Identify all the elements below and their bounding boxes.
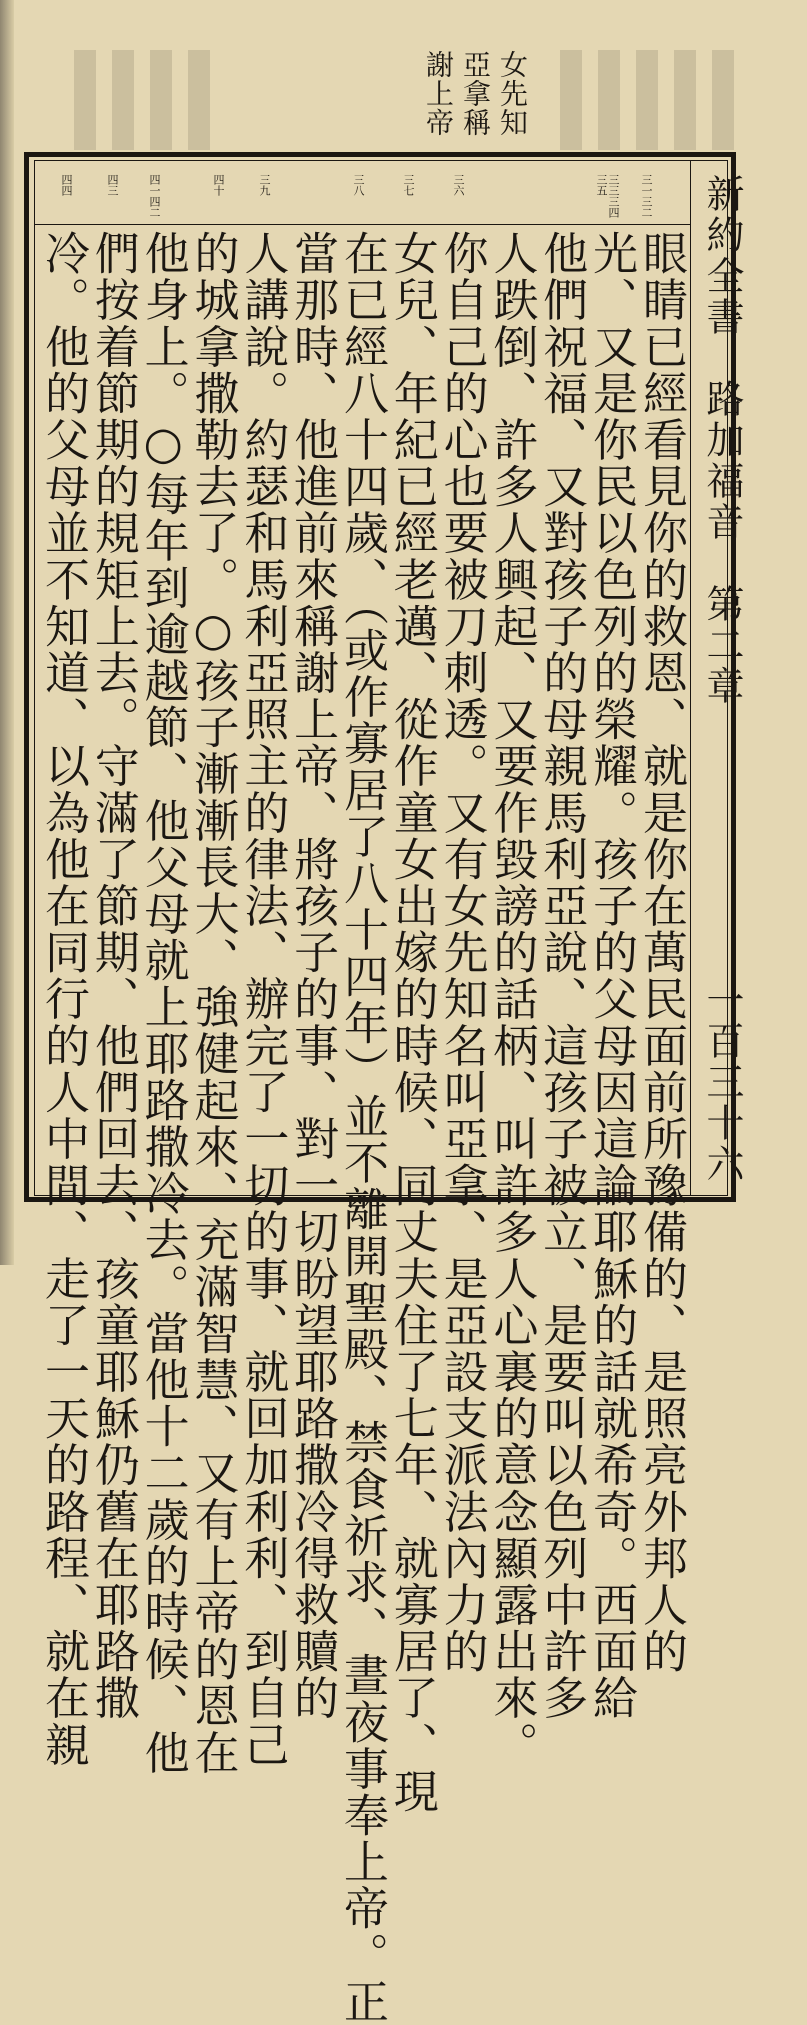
show-through-text [74,50,224,150]
verse-number: 三三三四三五 [595,174,620,218]
verse-number: 四四 [60,174,73,196]
text-column: 人跌倒、許多人興起、又要作毀謗的話柄、叫許多人心裏的意念顯露出來。 [485,230,539,1768]
running-head-rule [690,160,691,1196]
margin-note [418,50,530,150]
verse-number: 三九 [258,174,271,196]
verse-number: 四一四二 [148,174,161,218]
text-column: 在已經八十四歲、（或作寡居了八十四年）並不離開聖殿、禁食祈求、晝夜事奉上帝。正 [335,230,389,2025]
verse-number: 三八 [352,174,365,196]
text-column: 他身上。○每年到逾越節、他父母就上耶路撒冷去。當他十二歲的時候、他 [136,230,190,1776]
text-column: 人講說。約瑟和馬利亞照主的律法、辦完了一切的事、就回加利利、到自己 [236,230,290,1768]
show-through-text [560,50,750,150]
text-column: 眼睛已經看見你的救恩、就是你在萬民面前所豫備的、是照亮外邦人的 [634,230,688,1675]
text-column: 光、又是你民以色列的榮耀。孩子的父母因這論耶穌的話就希奇。西面給 [585,230,639,1722]
text-column: 冷。他的父母並不知道、以為他在同行的人中間、走了一天的路程、就在親 [37,230,90,1768]
verse-number: 四十 [212,174,225,196]
page-gutter-shadow [0,0,14,1265]
text-column: 你自己的心也要被刀刺透。又有女先知名叫亞拿、是亞設支派法內力的 [435,230,489,1675]
margin-note-line: 亞拿稱 [459,50,492,137]
verse-number: 四三 [106,174,119,196]
text-column: 女兒、年紀已經老邁、從作童女出嫁的時候、同丈夫住了七年、就寡居了、現 [385,230,439,1815]
text-column: 的城拿撒勒去了。○孩子漸漸長大、強健起來、充滿智慧、又有上帝的恩在 [186,230,240,1776]
text-column: 們按着節期的規矩上去。守滿了節期、他們回去、孩童耶穌仍舊在耶路撒 [86,230,140,1722]
verse-number-row [40,168,688,218]
verse-number: 三七 [402,174,415,196]
margin-note-line: 謝上帝 [422,50,455,137]
margin-note-line: 女先知 [496,50,529,137]
running-head: 新約全書 路加福音 第二章 [700,174,744,707]
scripture-text [37,230,688,2025]
verse-number: 三一三二 [640,174,653,218]
text-column: 他們祝福、又對孩子的母親馬利亞說、這孩子被立、是要叫以色列中許多 [535,230,589,1722]
text-column: 當那時、他進前來稱謝上帝、將孩子的事、對一切盼望耶路撒冷得救贖的 [286,230,340,1722]
page-number: 一百三十六 [700,980,744,1185]
verse-number-rule [34,224,690,225]
verse-number: 三六 [452,174,465,196]
